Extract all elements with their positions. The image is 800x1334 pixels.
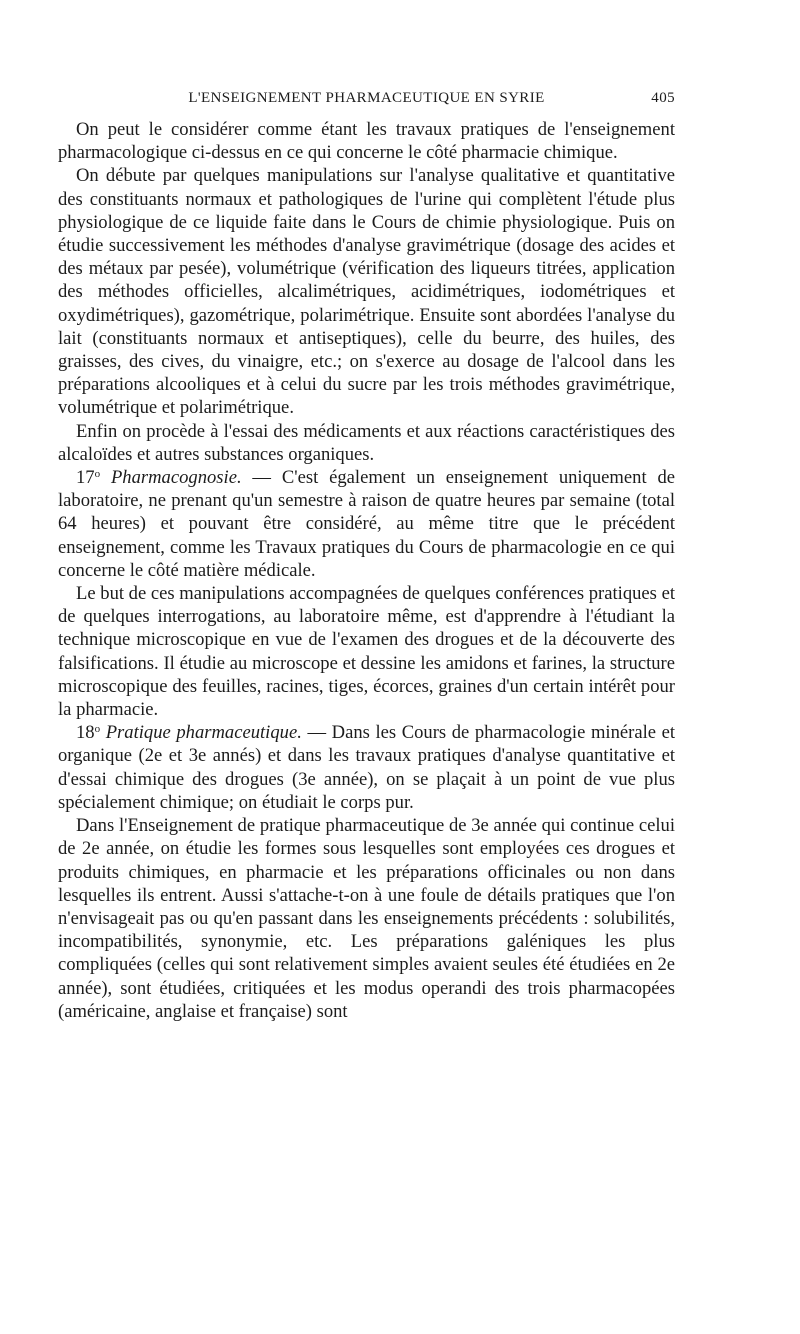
section-title: Pratique pharmaceutique. <box>105 722 302 744</box>
running-title: L'ENSEIGNEMENT PHARMACEUTIQUE EN SYRIE <box>188 90 545 106</box>
paragraph-text: — C'est également un enseignement uniquement de laboratoire, ne prenant qu'un semestre à raison de quatre heures par semaine (total 64 heures) et pouvant être considéré, au même titre que le précédent enseignement, comme les Travaux pratiques du Cours de pharmacologie en ce qui concerne le côté matière médicale. <box>58 467 675 581</box>
section-number: 17 <box>76 467 95 489</box>
section-title: Pharmacognosie. <box>110 467 242 489</box>
paragraph: Enfin on procède à l'essai des médicaments et aux réactions caractéristiques des alcaloïdes et autres substances organiques. <box>58 420 675 465</box>
page-number: 405 <box>651 90 675 106</box>
paragraph-text: — Dans les Cours de pharmacologie minérale et organique (2e et 3e annés) et dans les travaux pratiques d'analyse quantitative et d'essai chimique des drogues (3e année), on se plaçait à un point de vue plus spécialement chimique; on étudiait le corps pur. <box>58 722 675 813</box>
paragraph <box>58 466 675 582</box>
section-number-ordinal: o <box>94 723 101 736</box>
section-number-ordinal: o <box>94 468 101 481</box>
body-text <box>58 118 675 1023</box>
paragraph: On peut le considérer comme étant les travaux pratiques de l'enseignement pharmacologique ci-dessus en ce qui concerne le côté pharmacie chimique. <box>58 119 675 164</box>
paragraph: Dans l'Enseignement de pratique pharmaceutique de 3e année qui continue celui de 2e année, on étudie les formes sous lesquelles sont employées ces drogues et produits chimiques, en pharmacie et les préparations officinales ou non dans lesquelles ils entrent. Aussi s'attache-t-on à une foule de détails pratiques que l'on n'envisageait pas ou qu'en passant dans les enseignements précédents : solubilités, incompatibilités, synonymie, etc. Les préparations galéniques les plus compliquées (celles qui sont relativement simples avaient seules été étudiées en 2e année), sont étudiées, critiquées et les modus operandi des trois pharmacopées (américaine, anglaise et française) sont <box>58 815 675 1022</box>
running-head <box>58 88 675 118</box>
paragraph: On débute par quelques manipulations sur l'analyse qualitative et quantitative des constituants normaux et pathologiques de l'urine qui complètent l'étude plus physiologique de ce liquide faite dans le Cours de chimie physiologique. Puis on étudie successivement les méthodes d'analyse gravimétrique (dosage des acides et des métaux par pesée), volumétrique (vérification des liqueurs titrées, application des méthodes officielles, alcalimétriques, acidimétriques, iodométriques et oxydimétriques), gazométrique, polarimétrique. Ensuite sont abordées l'analyse du lait (constituants normaux et antiseptiques), celle du beurre, des huiles, des graisses, des cives, du vinaigre, etc.; on s'exerce au dosage de l'alcool dans les préparations alcooliques et à celui du sucre par les trois méthodes gravimétrique, volumétrique et polarimétrique. <box>58 165 675 419</box>
section-number: 18 <box>76 722 95 744</box>
paragraph <box>58 721 675 814</box>
page <box>58 88 675 1023</box>
paragraph: Le but de ces manipulations accompagnées de quelques conférences pratiques et de quelques interrogations, au laboratoire même, est d'apprendre à l'étudiant la technique microscopique en vue de l'examen des drogues et de la découverte des falsifications. Il étudie au microscope et dessine les amidons et farines, la structure microscopique des feuilles, racines, tiges, écorces, graines d'un certain intérêt pour la pharmacie. <box>58 583 675 721</box>
